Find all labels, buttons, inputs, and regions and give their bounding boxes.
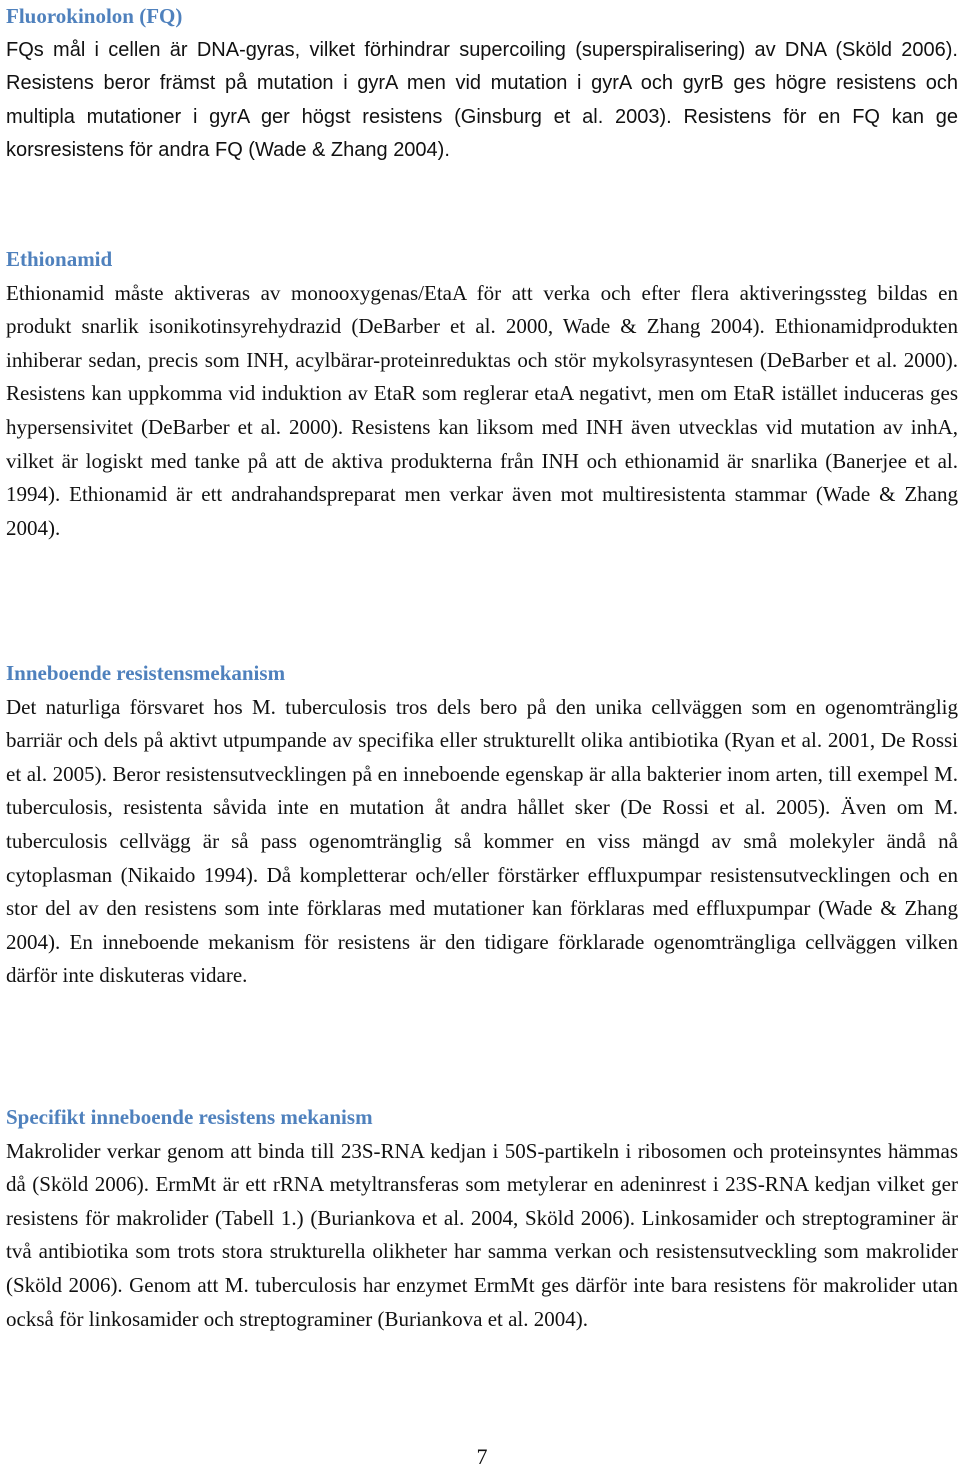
section-heading: Specifikt inneboende resistens mekanism [6,1105,373,1129]
document-page [6,0,958,1472]
section-body: Makrolider verkar genom att binda till 23S-RNA kedjan i 50S-partikeln i ribosomen och proteinsyntes hämmas då (Sköld 2006). ErmMt är ett rRNA metyltransferas som metylerar en adeninrest i 23S-RNA kedjan vilket ger resistens för makrolider (Tabell 1.) (Buriankova et al. 2004, Sköld 2006). Linkosamider och streptograminer är två antibiotika som trots stora strukturella olikheter har samma verkan och resistensutveckling som makrolider (Sköld 2006). Genom att M. tuberculosis har enzymet ErmMt ges därför inte bara resistens för makrolider utan också för linkosamider och streptograminer (Buriankova et al. 2004). [6,1138,958,1331]
section-heading: Ethionamid [6,247,113,271]
page-number: 7 [476,1444,488,1469]
section-body: Ethionamid måste aktiveras av monooxygenas/EtaA för att verka och efter flera aktiveringssteg bildas en produkt snarlik isonikotinsyrehydrazid (DeBarber et al. 2000, Wade & Zhang 2004). Ethionamidprodukten inhiberar sedan, precis som INH, acylbärar-proteinreduktas och stör mykolsyrasyntesen (DeBarber et al. 2000). Resistens kan uppkomma vid induktion av EtaR som reglerar etaA negativt, men om EtaR istället induceras ges hypersensivitet (DeBarber et al. 2000). Resistens kan liksom med INH även utvecklas vid mutation av inhA, vilket är logiskt med tanke på att de aktiva produkterna från INH och ethionamid är snarlika (Banerjee et al. 1994). Ethionamid är ett andrahandspreparat men verkar även mot multiresistenta stammar (Wade & Zhang 2004). [6,280,958,540]
section-fluorokinolon [6,0,958,168]
section-heading: Inneboende resistensmekanism [6,661,286,685]
section-body: Det naturliga försvaret hos M. tuberculosis tros dels bero på den unika cellväggen som en ogenomtränglig barriär och dels på aktivt utpumpande av specifika eller strukturellt olika antibiotika (Ryan et al. 2001, De Rossi et al. 2005). Beror resistensutvecklingen på en inneboende egenskap är alla bakterier inom arten, till exempel M. tuberculosis, resistenta såvida inte en mutation åt andra hållet sker (De Rossi et al. 2005). Även om M. tuberculosis cellvägg är så pass ogenomtränglig så kommer en viss mängd av små molekyler ändå nå cytoplasman (Nikaido 1994). Då kompletterar och/eller förstärker effluxpumpar resistensutvecklingen och en stor del av den resistens som inte förklaras med mutationer kan förklaras med effluxpumpar (Wade & Zhang 2004). En inneboende mekanism för resistens är den tidigare förklarade ogenomträngliga cellväggen vilken därför inte diskuteras vidare. [6,694,958,988]
section-ethionamid [6,243,958,545]
section-specifikt-inneboende [6,1101,958,1336]
section-body: FQs mål i cellen är DNA-gyras, vilket förhindrar supercoiling (superspiralisering) av DNA (Sköld 2006). Resistens beror främst på mutation i gyrA men vid mutation i gyrA och gyrB ges högre resistens och multipla mutationer i gyrA ger högst resistens (Ginsburg et al. 2003). Resistens för en FQ kan ge korsresistens för andra FQ (Wade & Zhang 2004). [6,38,958,162]
section-inneboende-resistensmekanism [6,657,958,993]
section-heading: Fluorokinolon (FQ) [6,4,183,28]
